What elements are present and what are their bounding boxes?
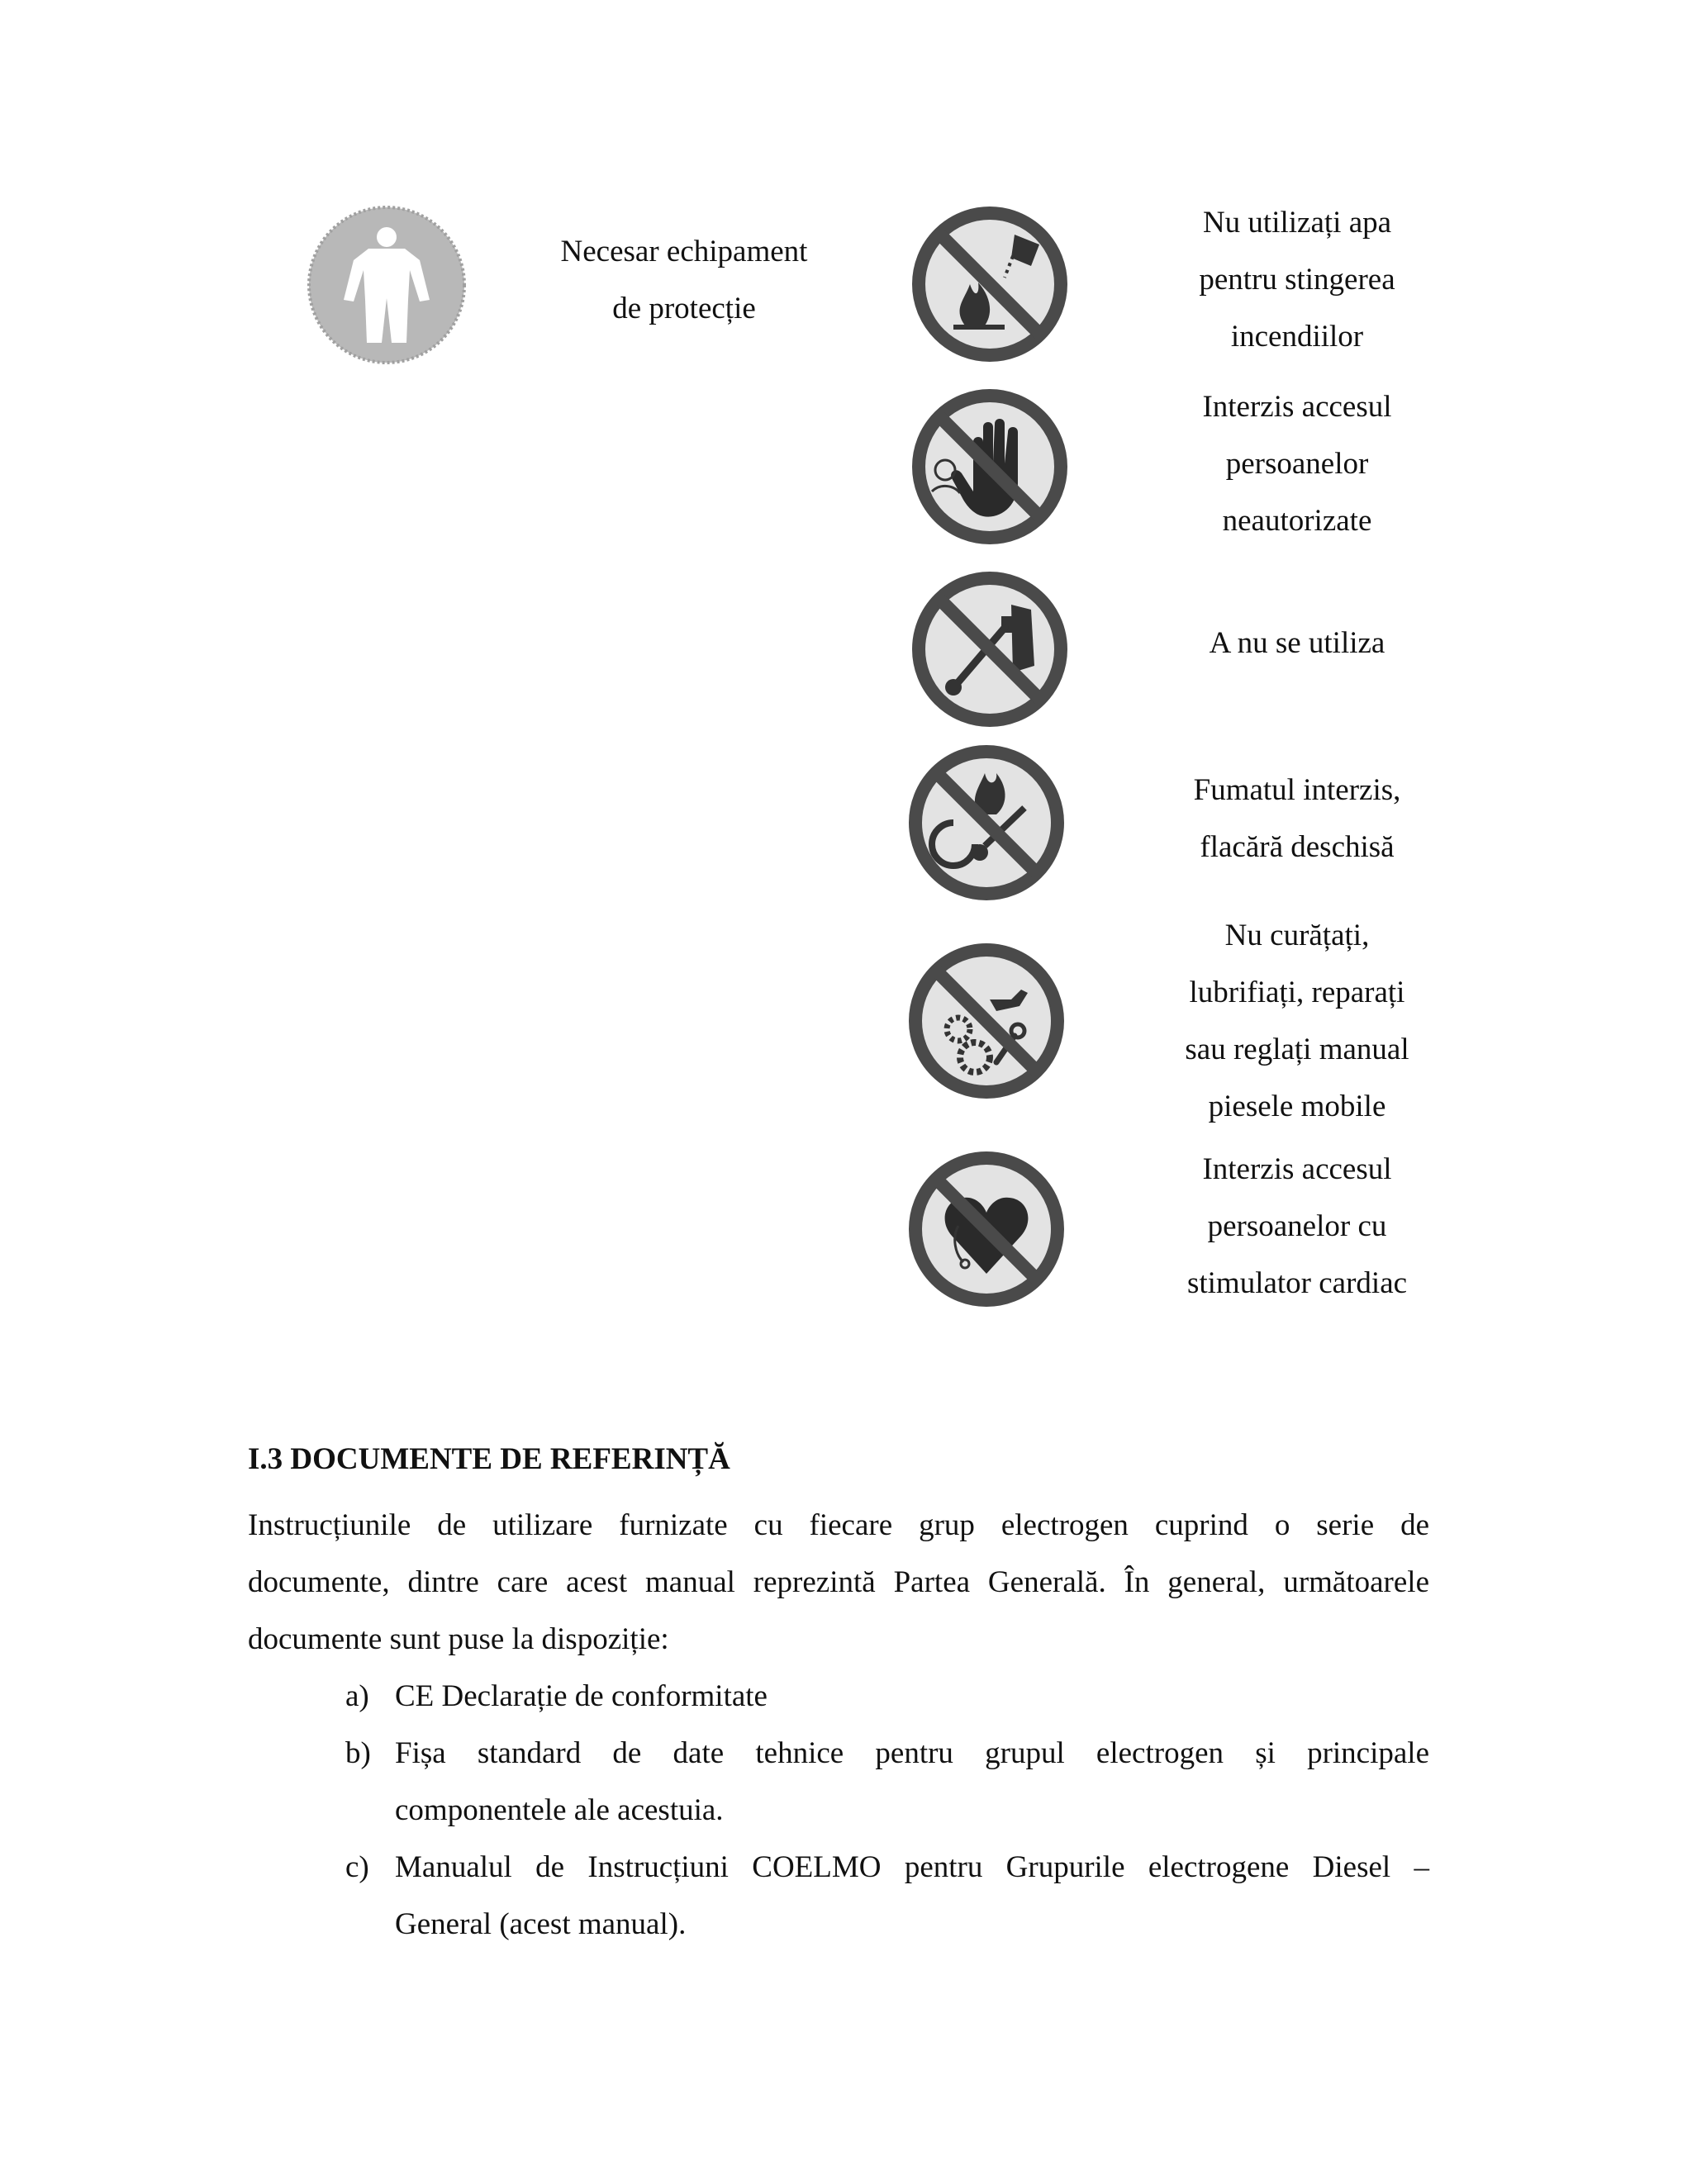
protective-equipment-label: Necesar echipament de protecție [560,235,808,325]
no-water-extinguish-icon [907,202,1072,367]
no-smoking-label: Fumatul interzis, flacără deschisă [1193,773,1401,864]
list-item: Fișa standard de date tehnice pentru grupul electrogen și principale componentele ale acestuia. [395,1736,1429,1827]
paragraph-line: documente, dintre care acest manual reprezintă Partea Generală. În general, următoarele [248,1565,1429,1599]
list-item: Manualul de Instrucțiuni COELMO pentru Grupurile electrogene Diesel – General (acest manual). [395,1850,1429,1941]
protective-suit-icon [304,202,469,368]
no-cleaning-label: Nu curățați, lubrifiați, reparați sau reglați manual piesele mobile [1185,919,1409,1123]
no-water-label: Nu utilizați apa pentru stingerea incendiilor [1199,206,1395,354]
no-pacemaker-label: Interzis accesul persoanelor cu stimulator cardiac [1186,1152,1408,1300]
list-marker: b) [345,1736,371,1770]
no-cleaning-moving-parts-icon [904,938,1069,1104]
no-entry-hand-icon [907,384,1072,549]
no-pacemaker-icon [904,1147,1069,1312]
paragraph-line: Instrucțiunile de utilizare furnizate cu fiecare grup electrogen cuprind o serie de [248,1508,1429,1542]
no-smoking-icon [904,740,1069,905]
paragraph-line: documente sunt puse la dispoziție: [248,1622,669,1656]
section-title: I.3 DOCUMENTE DE REFERINȚĂ [248,1442,730,1476]
no-unauthorized-label: Interzis accesul persoanelor neautorizate [1202,390,1392,538]
list-item: CE Declarație de conformitate [395,1679,768,1713]
section-paragraph [248,1497,1429,1668]
do-not-use-label: A nu se utiliza [1209,626,1385,660]
list-marker: a) [345,1679,369,1713]
list-marker: c) [345,1850,369,1884]
do-not-use-icon [907,567,1072,732]
